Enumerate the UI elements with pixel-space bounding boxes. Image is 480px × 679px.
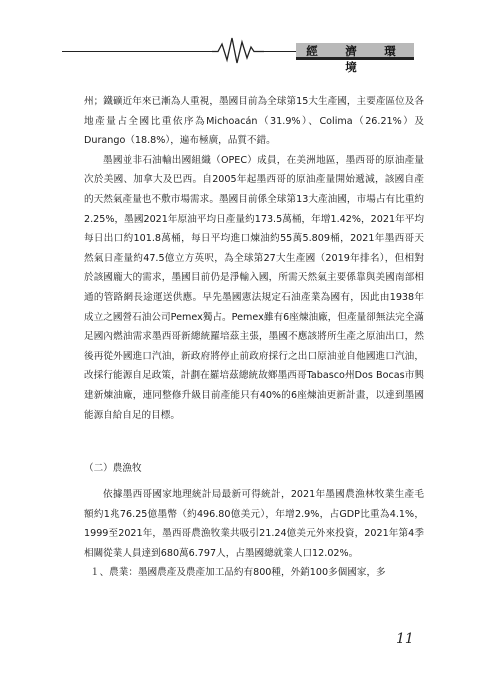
heartbeat-line-icon (0, 0, 480, 74)
page-body-continued (84, 485, 424, 583)
page-header (0, 0, 480, 74)
page-body (84, 92, 424, 425)
paragraph-agri-statistics: 依據墨西哥國家地理統計局最新可得統計，2021年墨國農漁林牧業生產毛額約1兆76.25億墨幣（約496.80億美元），年增2.9%，占GDP比重為4.1%，1999至2021年，墨西哥農漁牧業共吸引21.24億美元外來投資，2021年第4季相關從業人員達到680萬6.797人，占墨國總就業人口12.02%。 (84, 489, 424, 559)
paragraph-iron-ore: 州；鐵礦近年來已漸為人重視，墨國目前為全球第15大生產國，主要產區位及各地產量占全國比重依序為Michoacán（31.9%）、Colima（26.21%）及Durango（18.8%），遍布極廣，品質不錯。 (84, 96, 424, 147)
paragraph-agriculture-item: １、農業：墨國農產及農產加工品約有800種，外銷100多個國家，多 (90, 567, 386, 579)
section-title: 經 濟 環 境 (306, 44, 424, 74)
page-number: 11 (396, 631, 414, 647)
paragraph-oil-gas: 墨國並非石油輸出國組織（OPEC）成員，在美洲地區，墨西哥的原油產量次於美國、加拿大及巴西。自2005年起墨西哥的原油產量開始遞減，該國自產的天然氣產量也不敷市場需求。墨國目前係全球第13大產油國，市場占有比重約2.25%，墨國2021年原油平均日產量約173.5萬桶，年增1.42%，2021年平均每日出口約101.8萬桶，每日平均進口煉油約55萬5.809桶，2021年墨西哥天然氣日產量約47.5億立方英呎，為全球第27大生產國（2019年排名），但相對於該國龐大的需求，墨國目前仍是淨輸入國，所需天然氣主要係靠與美國南部相通的管路網長途運送供應。早先墨國憲法規定石油產業為國有，因此由1938年成立之國營石油公司Pemex獨占。Pemex雖有6座煉油廠，但產量卻無法完全滿足國內燃油需求墨西哥新總統羅培茲主張，墨國不應該將所生產之原油出口，然後再從外國進口汽油，新政府將停止前政府採行之出口原油並自他國進口汽油，改採行能源自足政策，計劃在羅培茲總統故鄉墨西哥Tabasco州Dos Bocas市興建新煉油廠，連同整修升級目前產能只有40%的6座煉油更新計畫，以達到墨國能源自給自足的目標。 (84, 154, 424, 421)
section-heading-agriculture: （二）農漁牧 (84, 463, 142, 474)
